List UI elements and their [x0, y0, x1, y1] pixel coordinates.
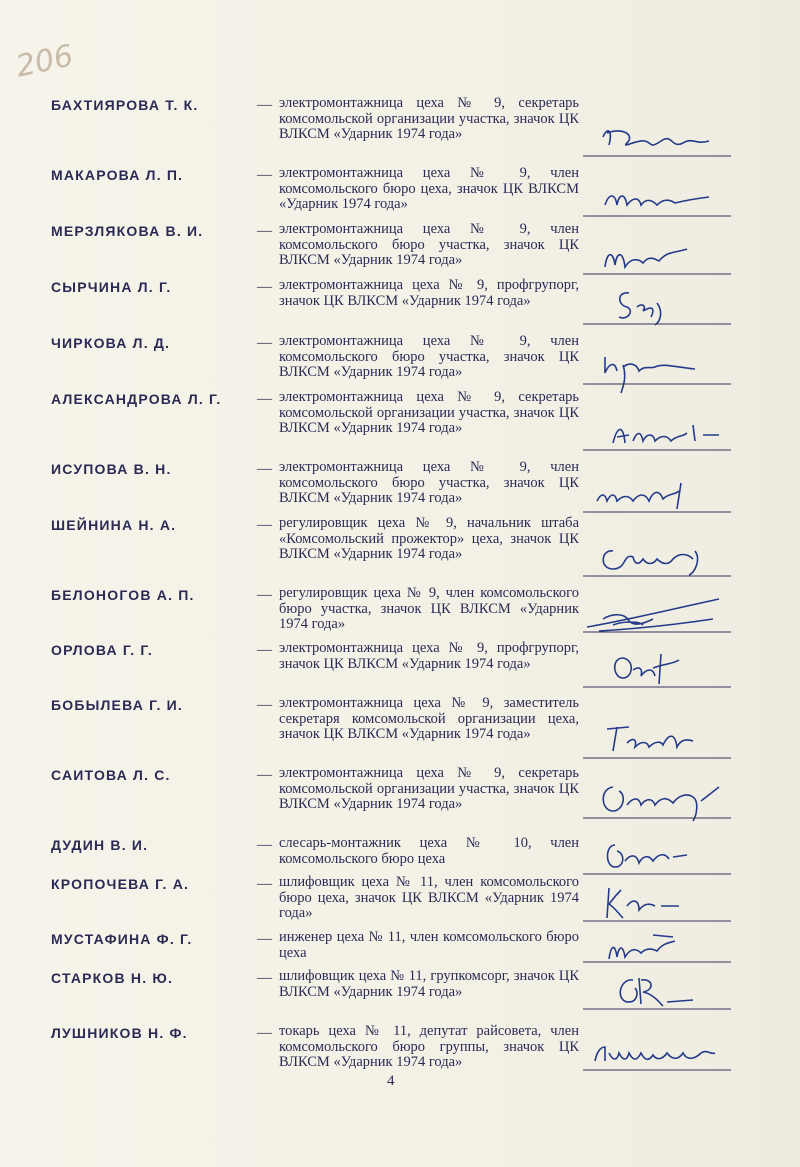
person-name: МУСТАФИНА Ф. Г. [51, 931, 193, 947]
signature [583, 539, 733, 579]
dash: — [257, 767, 272, 783]
signature [583, 237, 733, 277]
handwritten-page-mark: 206 [12, 38, 77, 85]
person-description: регулировщик цеха № 9, член комсомольского бюро участка, значок ЦК ВЛКСМ «Ударник 1974 года» [279, 585, 579, 632]
signature [583, 179, 733, 219]
person-name: МЕРЗЛЯКОВА В. И. [51, 223, 204, 239]
person-name: ШЕЙНИНА Н. А. [51, 517, 177, 533]
signature [583, 287, 733, 327]
person-name: ДУДИН В. И. [51, 837, 149, 853]
person-description: электромонтажница цеха № 9, секретарь комсомольской организации участка, значок ЦК ВЛКСМ «Ударник 1974 года» [279, 765, 579, 812]
person-description: электромонтажница цеха № 9, секретарь комсомольской организации участка, значок ЦК ВЛКСМ «Ударник 1974 года» [279, 95, 579, 142]
person-name: ЧИРКОВА Л. Д. [51, 335, 171, 351]
signature [583, 884, 733, 924]
dash: — [257, 223, 272, 239]
dash: — [257, 517, 272, 533]
dash: — [257, 335, 272, 351]
person-description: электромонтажница цеха № 9, член комсомольского бюро участка, значок ЦК ВЛКСМ «Ударник 1974 года» [279, 221, 579, 268]
page-number: 4 [387, 1073, 395, 1089]
signature [583, 119, 733, 159]
person-name: БОБЫЛЕВА Г. И. [51, 697, 184, 713]
person-description: электромонтажница цеха № 9, член комсомольского бюро участка, значок ЦК ВЛКСМ «Ударник 1974 года» [279, 333, 579, 380]
dash: — [257, 642, 272, 658]
dash: — [257, 391, 272, 407]
person-name: БЕЛОНОГОВ А. П. [51, 587, 195, 603]
person-description: электромонтажница цеха № 9, профгрупорг, значок ЦК ВЛКСМ «Ударник 1974 года» [279, 640, 579, 672]
dash: — [257, 279, 272, 295]
dash: — [257, 587, 272, 603]
person-name: СЫРЧИНА Л. Г. [51, 279, 172, 295]
person-name: КРОПОЧЕВА Г. А. [51, 876, 190, 892]
person-name: ОРЛОВА Г. Г. [51, 642, 153, 658]
person-name: САИТОВА Л. С. [51, 767, 171, 783]
signature [583, 721, 733, 761]
person-description: электромонтажница цеха № 9, профгрупорг, значок ЦК ВЛКСМ «Ударник 1974 года» [279, 277, 579, 309]
signature [583, 413, 733, 453]
person-description: слесарь-монтажник цеха № 10, член комсомольского бюро цеха [279, 835, 579, 867]
dash: — [257, 1025, 272, 1041]
person-description: шлифовщик цеха № 11, член комсомольского бюро цеха, значок ЦК ВЛКСМ «Ударник 1974 года» [279, 874, 579, 921]
dash: — [257, 931, 272, 947]
signature [583, 347, 733, 387]
person-name: АЛЕКСАНДРОВА Л. Г. [51, 391, 222, 407]
dash: — [257, 837, 272, 853]
signature [583, 925, 733, 965]
person-name: МАКАРОВА Л. П. [51, 167, 184, 183]
dash: — [257, 876, 272, 892]
signature [583, 837, 733, 877]
dash: — [257, 970, 272, 986]
person-description: электромонтажница цеха № 9, член комсомольского бюро цеха, значок ЦК ВЛКСМ «Ударник 1974 года» [279, 165, 579, 212]
person-description: шлифовщик цеха № 11, групкомсорг, значок ЦК ВЛКСМ «Ударник 1974 года» [279, 968, 579, 1000]
person-description: электромонтажница цеха № 9, секретарь комсомольской организации участка, значок ЦК ВЛКСМ «Ударник 1974 года» [279, 389, 579, 436]
person-description: электромонтажница цеха № 9, заместитель секретаря комсомольской организации цеха, значок ЦК ВЛКСМ «Ударник 1974 года» [279, 695, 579, 742]
person-description: токарь цеха № 11, депутат райсовета, член комсомольского бюро группы, значок ЦК ВЛКСМ «Ударник 1974 года» [279, 1023, 579, 1070]
person-name: ИСУПОВА В. Н. [51, 461, 172, 477]
person-name: БАХТИЯРОВА Т. К. [51, 97, 199, 113]
signature [583, 595, 733, 635]
dash: — [257, 461, 272, 477]
dash: — [257, 697, 272, 713]
signature [583, 972, 733, 1012]
person-description: электромонтажница цеха № 9, член комсомольского бюро участка, значок ЦК ВЛКСМ «Ударник 1974 года» [279, 459, 579, 506]
person-name: СТАРКОВ Н. Ю. [51, 970, 174, 986]
dash: — [257, 167, 272, 183]
signature [583, 781, 733, 821]
signature [583, 475, 733, 515]
signature [583, 1033, 733, 1073]
person-description: инженер цеха № 11, член комсомольского бюро цеха [279, 929, 579, 961]
person-name: ЛУШНИКОВ Н. Ф. [51, 1025, 188, 1041]
signature [583, 650, 733, 690]
person-description: регулировщик цеха № 9, начальник штаба «Комсомольский прожектор» цеха, значок ЦК ВЛКСМ «Ударник 1974 года» [279, 515, 579, 562]
dash: — [257, 97, 272, 113]
